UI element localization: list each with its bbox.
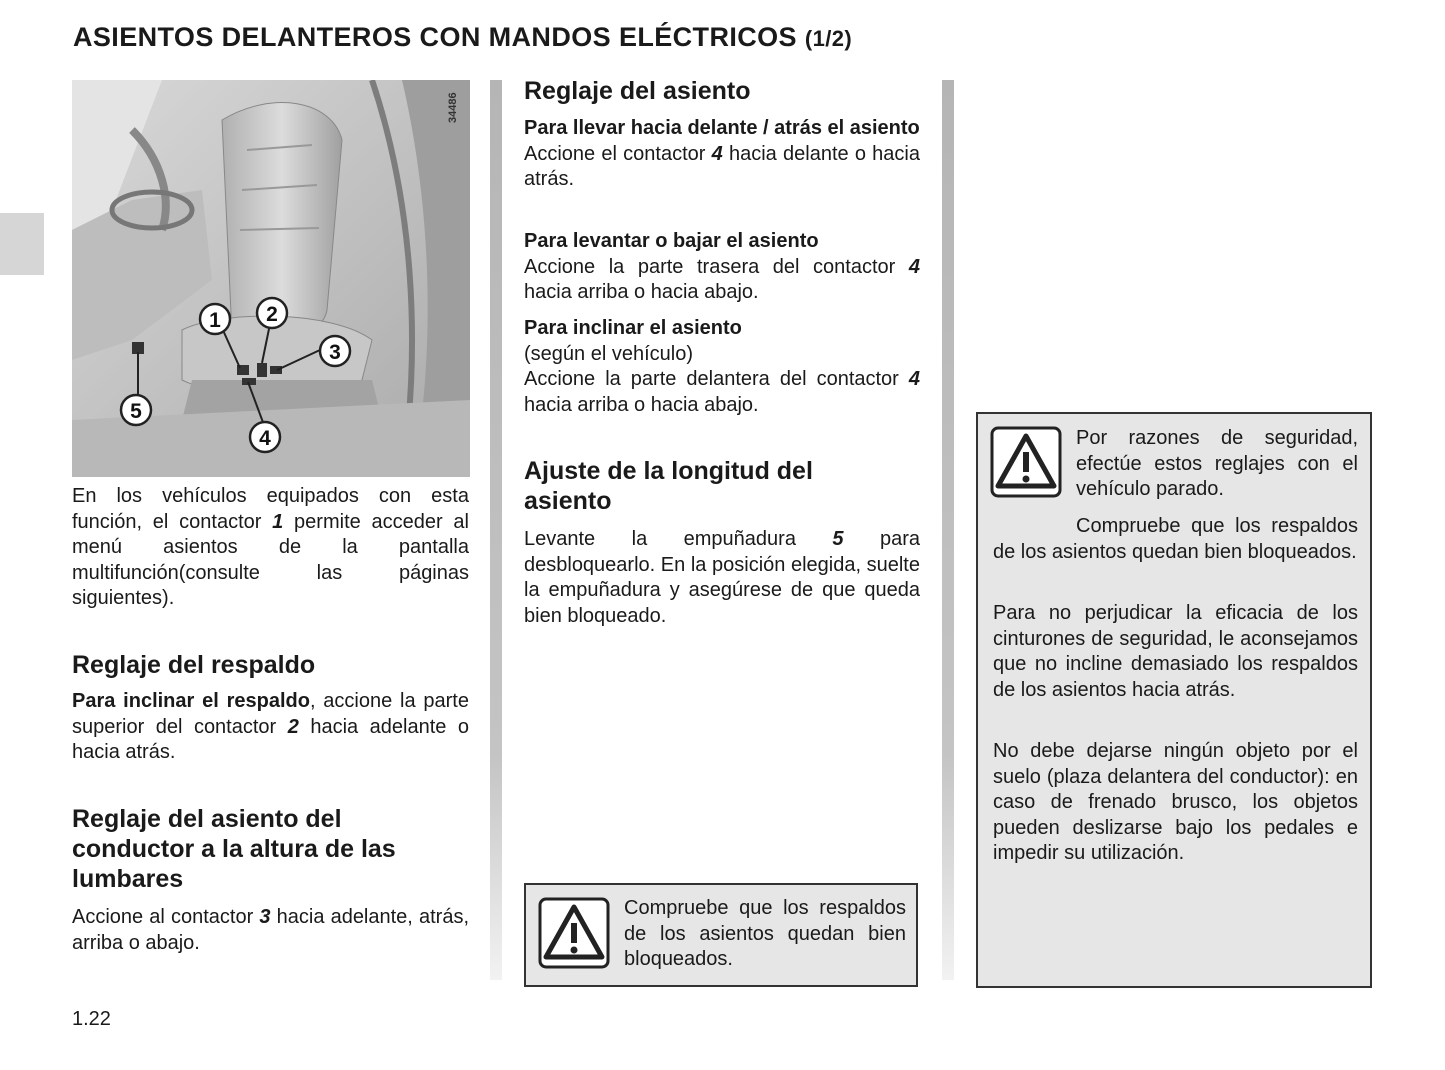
warning-small-text: Compruebe que los respaldos de los asientos quedan bien bloqueados.: [624, 897, 906, 970]
page-title: [73, 22, 852, 53]
warning-large-p2: Compruebe que los respaldos de los asientos quedan bien bloqueados.: [993, 515, 1358, 563]
figure-code: 34486: [447, 92, 459, 124]
warning-triangle-icon: [538, 897, 610, 969]
callout-2-label: 2: [266, 303, 278, 326]
warning-box-large: [976, 412, 1372, 988]
warning-large-p3: Para no perjudicar la eficacia de los cinturones de seguridad, le aconsejamos que no incline demasiado los respaldos de los asientos hacia atrás.: [993, 602, 1358, 701]
asiento-item-3: Para inclinar el asiento (según el vehículo) Accione la parte delantera del contactor 4 hacia arriba o hacia abajo.: [524, 317, 920, 416]
heading-lumbar: Reglaje del asiento del conductor a la altura de las lumbares: [72, 805, 396, 893]
callout-4-label: 4: [259, 427, 271, 450]
heading-respaldo: Reglaje del respaldo: [72, 651, 316, 679]
respaldo-paragraph: Para inclinar el respaldo, accione la parte superior del contactor 2 hacia adelante o hacia atrás.: [72, 690, 469, 763]
warning-box-small: [524, 883, 918, 987]
page-title-text: ASIENTOS DELANTEROS CON MANDOS ELÉCTRICOS: [73, 22, 797, 52]
asiento-item-1: Para llevar hacia delante / atrás el asiento Accione el contactor 4 hacia delante o hacia atrás.: [524, 117, 920, 190]
warning-large-p1: Por razones de seguridad, efectúe estos reglajes con el vehículo parado.: [1076, 427, 1358, 500]
callout-5-label: 5: [130, 400, 142, 423]
intro-paragraph: En los vehículos equipados con esta función, el contactor 1 permite acceder al menú asientos de la pantalla multifunción(consulte las páginas siguientes).: [72, 485, 469, 609]
seat-illustration: [72, 80, 470, 477]
callout-3-label: 3: [329, 341, 341, 364]
heading-longitud: Ajuste de la longitud del asiento: [524, 457, 813, 515]
heading-asiento: Reglaje del asiento: [524, 77, 751, 105]
page-number: 1.22: [72, 1008, 111, 1030]
callout-1-label: 1: [209, 309, 221, 332]
lumbar-paragraph: Accione al contactor 3 hacia adelante, atrás, arriba o abajo.: [72, 906, 470, 954]
column-separator-left: [490, 80, 502, 980]
seat-photo: [72, 80, 470, 477]
page-title-part: (1/2): [804, 26, 853, 51]
chapter-tab: [0, 213, 44, 275]
asiento-item-2: Para levantar o bajar el asiento Accione la parte trasera del contactor 4 hacia arriba o hacia abajo.: [524, 230, 920, 303]
longitud-paragraph: Levante la empuñadura 5 para desbloquearlo. En la posición elegida, suelte la empuñadura y asegúrese de que queda bien bloqueado.: [524, 528, 920, 627]
warning-triangle-icon: [990, 426, 1062, 498]
column-separator-right: [942, 80, 954, 980]
warning-large-p4: No debe dejarse ningún objeto por el suelo (plaza delantera del conductor): en caso de frenado brusco, los objetos pueden deslizarse bajo los pedales e impedir su utilización.: [993, 740, 1358, 864]
